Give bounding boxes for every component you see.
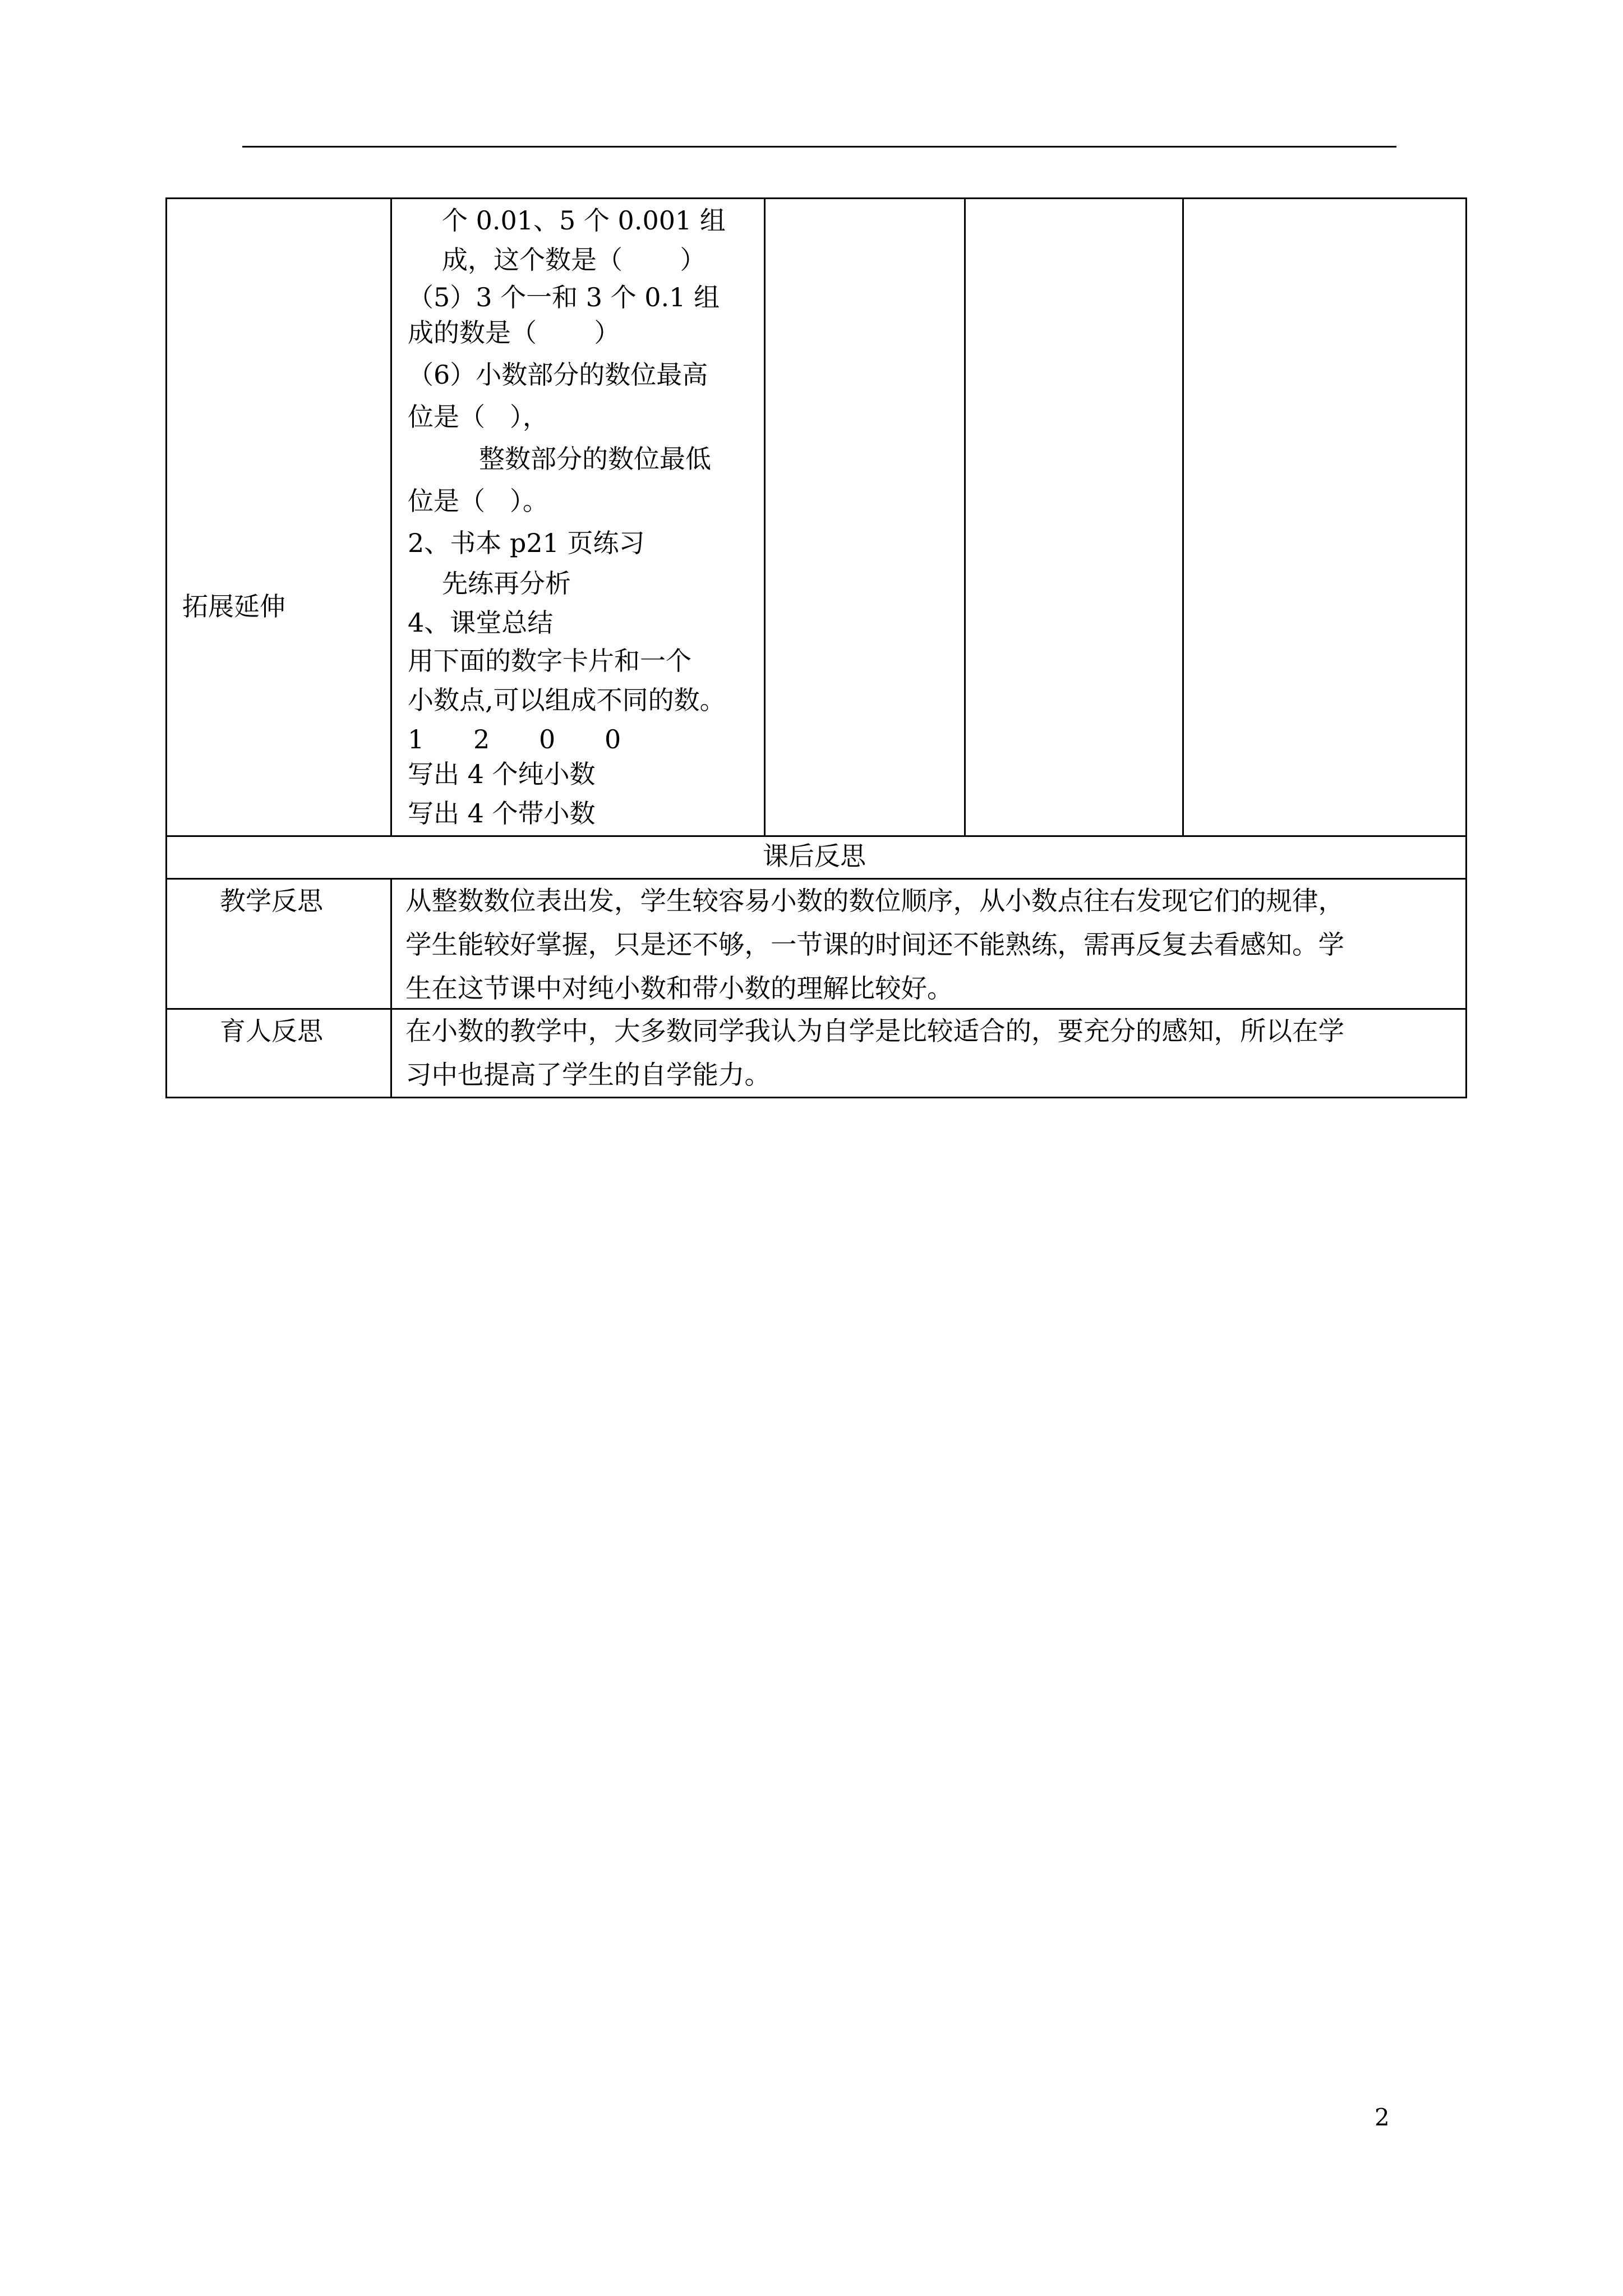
col-divider-4: [1182, 197, 1184, 837]
content-line: 写出 4 个纯小数: [408, 759, 596, 789]
extension-label: 拓展延伸: [182, 591, 285, 622]
content-line: 位是（ ）。: [408, 486, 548, 516]
reflection-header: 课后反思: [763, 841, 866, 871]
col-divider-1-top: [390, 197, 392, 837]
header-rule: [242, 146, 1396, 148]
col-divider-2: [764, 197, 766, 837]
row-divider-3: [165, 1008, 1467, 1010]
content-line: 小数点,可以组成不同的数。: [408, 685, 726, 715]
content-line: 个 0.01、5 个 0.001 组: [442, 205, 726, 236]
nurture-reflection-line: 在小数的教学中，大多数同学我认为自学是比较适合的，要充分的感知，所以在学: [405, 1016, 1344, 1046]
page-number: 2: [1375, 2104, 1390, 2131]
row-divider-2: [165, 878, 1467, 880]
content-line: 用下面的数字卡片和一个: [408, 646, 691, 676]
number-cards: 1 2 0 0: [408, 724, 621, 754]
content-line: 先练再分析: [442, 568, 571, 599]
content-line: 2、书本 p21 页练习: [408, 528, 645, 558]
content-line: 成的数是（ ）: [408, 318, 620, 348]
teaching-reflection-line: 学生能较好掌握，只是还不够，一节课的时间还不能熟练，需再反复去看感知。学: [405, 930, 1344, 960]
content-line: 4、课堂总结: [408, 608, 554, 638]
content-line: 成，这个数是（ ）: [442, 245, 706, 275]
teaching-reflection-line: 生在这节课中对纯小数和带小数的理解比较好。: [405, 973, 953, 1004]
nurture-reflection-line: 习中也提高了学生的自学能力。: [405, 1060, 771, 1090]
col-divider-3: [964, 197, 966, 837]
teaching-reflection-line: 从整数数位表出发，学生较容易小数的数位顺序，从小数点往右发现它们的规律，: [405, 886, 1344, 916]
table-bottom-border: [165, 1097, 1467, 1098]
content-line: （5）3 个一和 3 个 0.1 组: [408, 282, 720, 312]
content-line: 整数部分的数位最低: [479, 444, 711, 474]
content-line: 位是（ ），: [408, 402, 548, 432]
table-top-border: [165, 197, 1467, 199]
teaching-reflection-label: 教学反思: [220, 886, 323, 916]
table-left-border: [165, 197, 167, 1098]
row-divider-1: [165, 835, 1467, 837]
col-divider-1-bottom: [390, 878, 392, 1098]
content-line: 写出 4 个带小数: [408, 798, 596, 829]
table-right-border: [1465, 197, 1467, 1098]
content-line: （6）小数部分的数位最高: [408, 360, 708, 390]
nurture-reflection-label: 育人反思: [220, 1016, 323, 1046]
